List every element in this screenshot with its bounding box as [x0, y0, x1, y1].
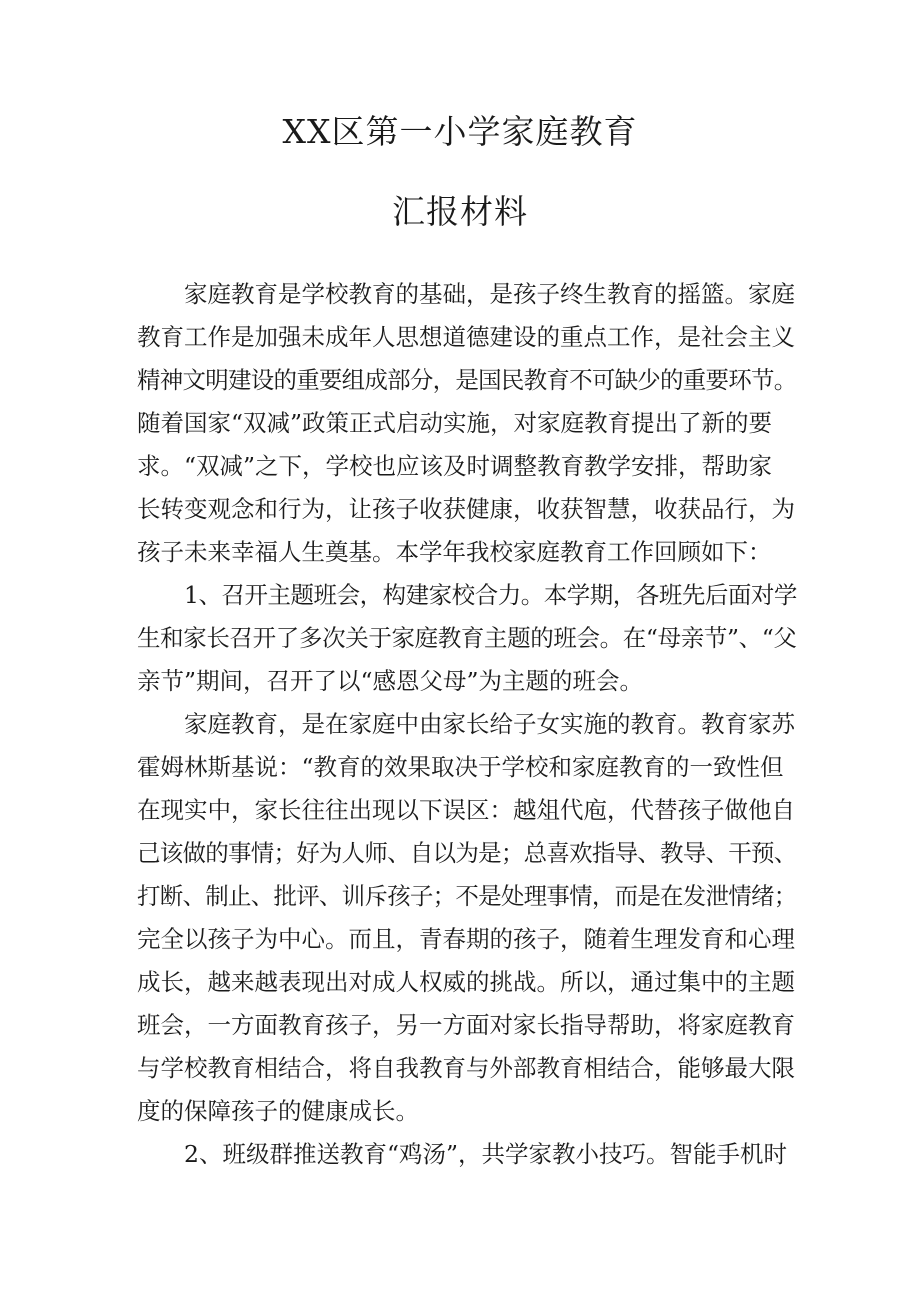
text-line: 求。“双减”之下，学校也应该及时调整教育教学安排，帮助家	[137, 452, 773, 480]
text-line: 亲节”期间，召开了以“感恩父母”为主题的班会。	[137, 667, 644, 695]
text-line: 与学校教育相结合，将自我教育与外部教育相结合，能够最大限	[137, 1054, 795, 1082]
document-title-line-2: 汇报材料	[392, 192, 528, 231]
text-line: 孩子未来幸福人生奠基。本学年我校家庭教育工作回顾如下：	[137, 538, 772, 566]
text-line: 在现实中，家长往往出现以下误区：越俎代庖，代替孩子做他自	[137, 796, 795, 824]
text-line: 己该做的事情；好为人师、自以为是；总喜欢指导、教导、干预、	[137, 839, 797, 867]
text-line: 精神文明建设的重要组成部分，是国民教育不可缺少的重要环节。	[137, 366, 797, 394]
text-line: 2、班级群推送教育“鸡汤”，共学家教小技巧。智能手机时	[184, 1140, 787, 1168]
text-line: 打断、制止、批评、训斥孩子；不是处理事情，而是在发泄情绪；	[137, 882, 797, 910]
text-line: 1、召开主题班会，构建家校合力。本学期，各班先后面对学	[184, 581, 797, 609]
document-title-line-1: XX区第一小学家庭教育	[282, 112, 638, 151]
text-line: 成长，越来越表现出对成人权威的挑战。所以，通过集中的主题	[137, 968, 795, 996]
text-line: 家庭教育，是在家庭中由家长给子女实施的教育。教育家苏	[184, 710, 795, 738]
text-line: 完全以孩子为中心。而且，青春期的孩子，随着生理发育和心理	[137, 925, 795, 953]
text-line: 霍姆林斯基说：“教育的效果取决于学校和家庭教育的一致性但	[137, 753, 784, 781]
text-line: 生和家长召开了多次关于家庭教育主题的班会。在“母亲节”、“父	[137, 624, 797, 652]
text-line: 家庭教育是学校教育的基础，是孩子终生教育的摇篮。家庭	[184, 280, 795, 308]
text-line: 教育工作是加强未成年人思想道德建设的重点工作，是社会主义	[137, 323, 795, 351]
text-line: 度的保障孩子的健康成长。	[137, 1097, 419, 1125]
text-line: 长转变观念和行为，让孩子收获健康，收获智慧，收获品行，为	[137, 495, 795, 523]
document-body	[137, 273, 797, 1176]
text-line: 班会，一方面教育孩子，另一方面对家长指导帮助，将家庭教育	[137, 1011, 795, 1039]
text-line: 随着国家“双减”政策正式启动实施，对家庭教育提出了新的要	[137, 409, 773, 437]
